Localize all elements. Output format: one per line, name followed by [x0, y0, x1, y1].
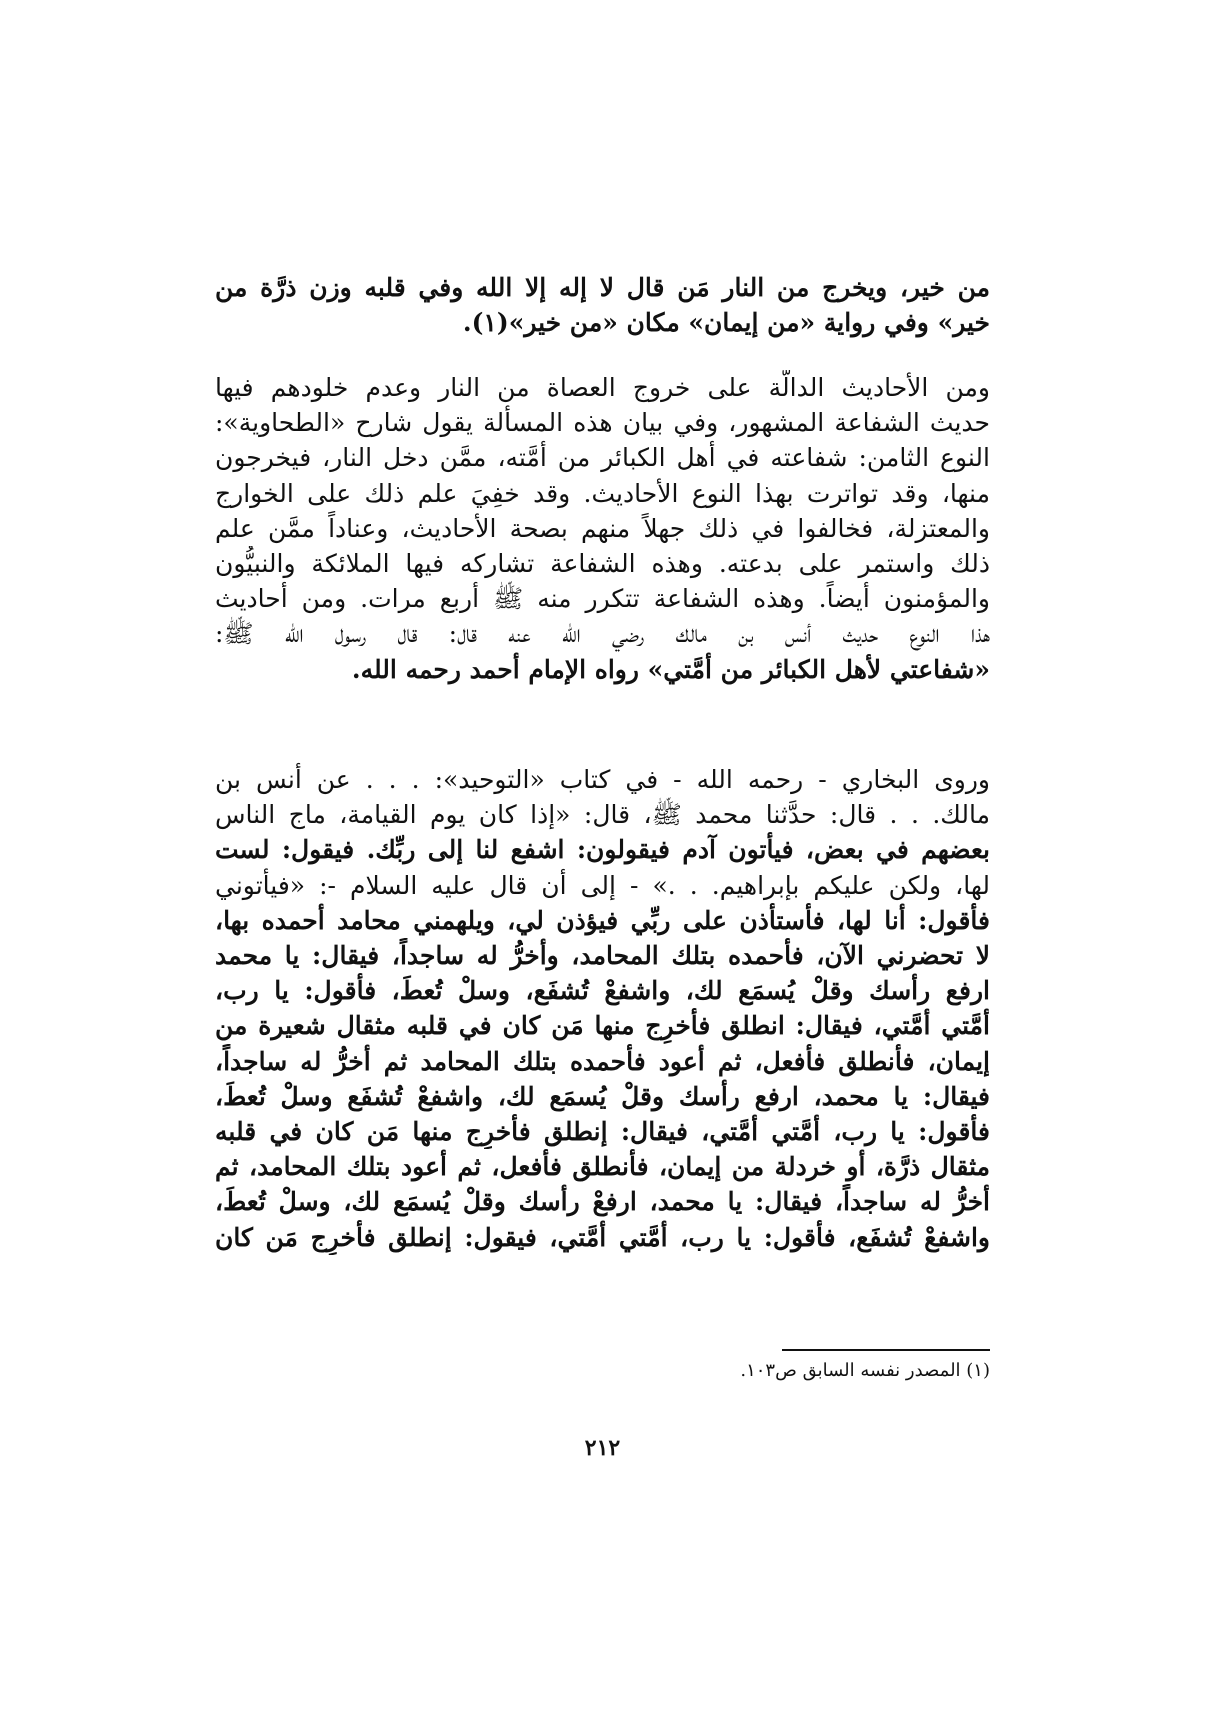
- paragraph-bukhari-narration: [215, 762, 990, 1255]
- text-line: مثقال ذرَّة، أو خردلة من إيمان، فأنطلق فأفعل، ثم أعود بتلك المحامد، ثم: [215, 1152, 990, 1182]
- text-line: من خير، ويخرج من النار مَن قال لا إله إلا الله وفي قلبه وزن ذرَّة من: [215, 273, 990, 302]
- text-line: واشفعْ تُشفَع، فأقول: يا رب، أمَّتي أمَّتي، فيقول: إنطلق فأخرِج مَن كان: [215, 1222, 990, 1252]
- text-line: والمعتزلة، فخالفوا في ذلك جهلاً منهم بصحة الأحاديث، وعناداً ممَّن علم: [215, 513, 990, 543]
- page-number: ٢١٢: [584, 1435, 621, 1461]
- text-line: مالك. . . قال: حدَّثنا محمد ﷺ، قال: «إذا كان يوم القيامة، ماج الناس: [215, 800, 990, 830]
- text-line: أخرُّ له ساجداً، فيقال: يا محمد، ارفعْ رأسك وقلْ يُسمَع لك، وسلْ تُعطَ،: [215, 1187, 990, 1217]
- text-line: ذلك واستمر على بدعته. وهذه الشفاعة تشاركه فيها الملائكة والنبيُّون: [215, 549, 990, 579]
- text-line: فيقال: يا محمد، ارفع رأسك وقلْ يُسمَع لك، واشفعْ تُشفَع وسلْ تُعطَ،: [215, 1081, 990, 1111]
- text-line: وروى البخاري - رحمه الله - في كتاب «التوحيد»: . . . عن أنس بن: [215, 765, 990, 794]
- footnote: (١) المصدر نفسه السابق ص١٠٣.: [740, 1360, 990, 1381]
- text-line: والمؤمنون أيضاً. وهذه الشفاعة تتكرر منه ﷺ أربع مرات. ومن أحاديث: [215, 584, 990, 614]
- text-line: خير» وفي رواية «من إيمان» مكان «من خير»(١).: [462, 308, 990, 338]
- text-line: ومن الأحاديث الدالَّة على خروج العصاة من النار وعدم خلودهم فيها: [215, 373, 990, 402]
- paragraph-hadith-continuation: [215, 270, 990, 340]
- text-line: منها، وقد تواترت بهذا النوع الأحاديث. وقد خفِيَ علم ذلك على الخوارج: [215, 478, 990, 508]
- text-line: حديث الشفاعة المشهور، وفي بيان هذه المسألة يقول شارح «الطحاوية»:: [215, 408, 990, 438]
- text-line: فأقول: أنا لها، فأستأذن على ربِّي فيؤذن لي، ويلهمني محامد أحمده بها،: [215, 905, 990, 935]
- text-line: لا تحضرني الآن، فأحمده بتلك المحامد، وأخرُّ له ساجداً، فيقال: يا محمد: [215, 941, 990, 971]
- text-line: لها، ولكن عليكم بإبراهيم. . .» - إلى أن قال عليه السلام -: «فيأتوني: [215, 870, 990, 900]
- text-line: إيمان، فأنطلق فأفعل، ثم أعود فأحمده بتلك المحامد ثم أخرُّ له ساجداً،: [215, 1046, 990, 1076]
- text-line: النوع الثامن: شفاعته في أهل الكبائر من أمَّته، ممَّن دخل النار، فيخرجون: [215, 443, 990, 473]
- text-line: بعضهم في بعض، فيأتون آدم فيقولون: اشفع لنا إلى ربِّك. فيقول: لست: [215, 835, 990, 865]
- paragraph-intercession-commentary: [215, 370, 990, 687]
- text-line: «شفاعتي لأهل الكبائر من أمَّتي» رواه الإمام أحمد رحمه الله.: [351, 654, 990, 684]
- footnote-divider: [782, 1349, 990, 1351]
- text-line: فأقول: يا رب، أمَّتي أمَّتي، فيقال: إنطلق فأَخرِج منها مَن كان في قلبه: [215, 1117, 990, 1147]
- text-line: ارفع رأسك وقلْ يُسمَع لك، واشفعْ تُشفَع، وسلْ تُعطَ، فأقول: يا رب،: [215, 976, 990, 1006]
- text-line: هذا النوع حديث أنس بن مالك رضي الله عنه قال: قال رسول الله ﷺ:: [215, 619, 990, 649]
- text-line: أمَّتي أمَّتي، فيقال: انطلق فأخرِج منها مَن كان في قلبه مثقال شعيرة من: [215, 1011, 990, 1041]
